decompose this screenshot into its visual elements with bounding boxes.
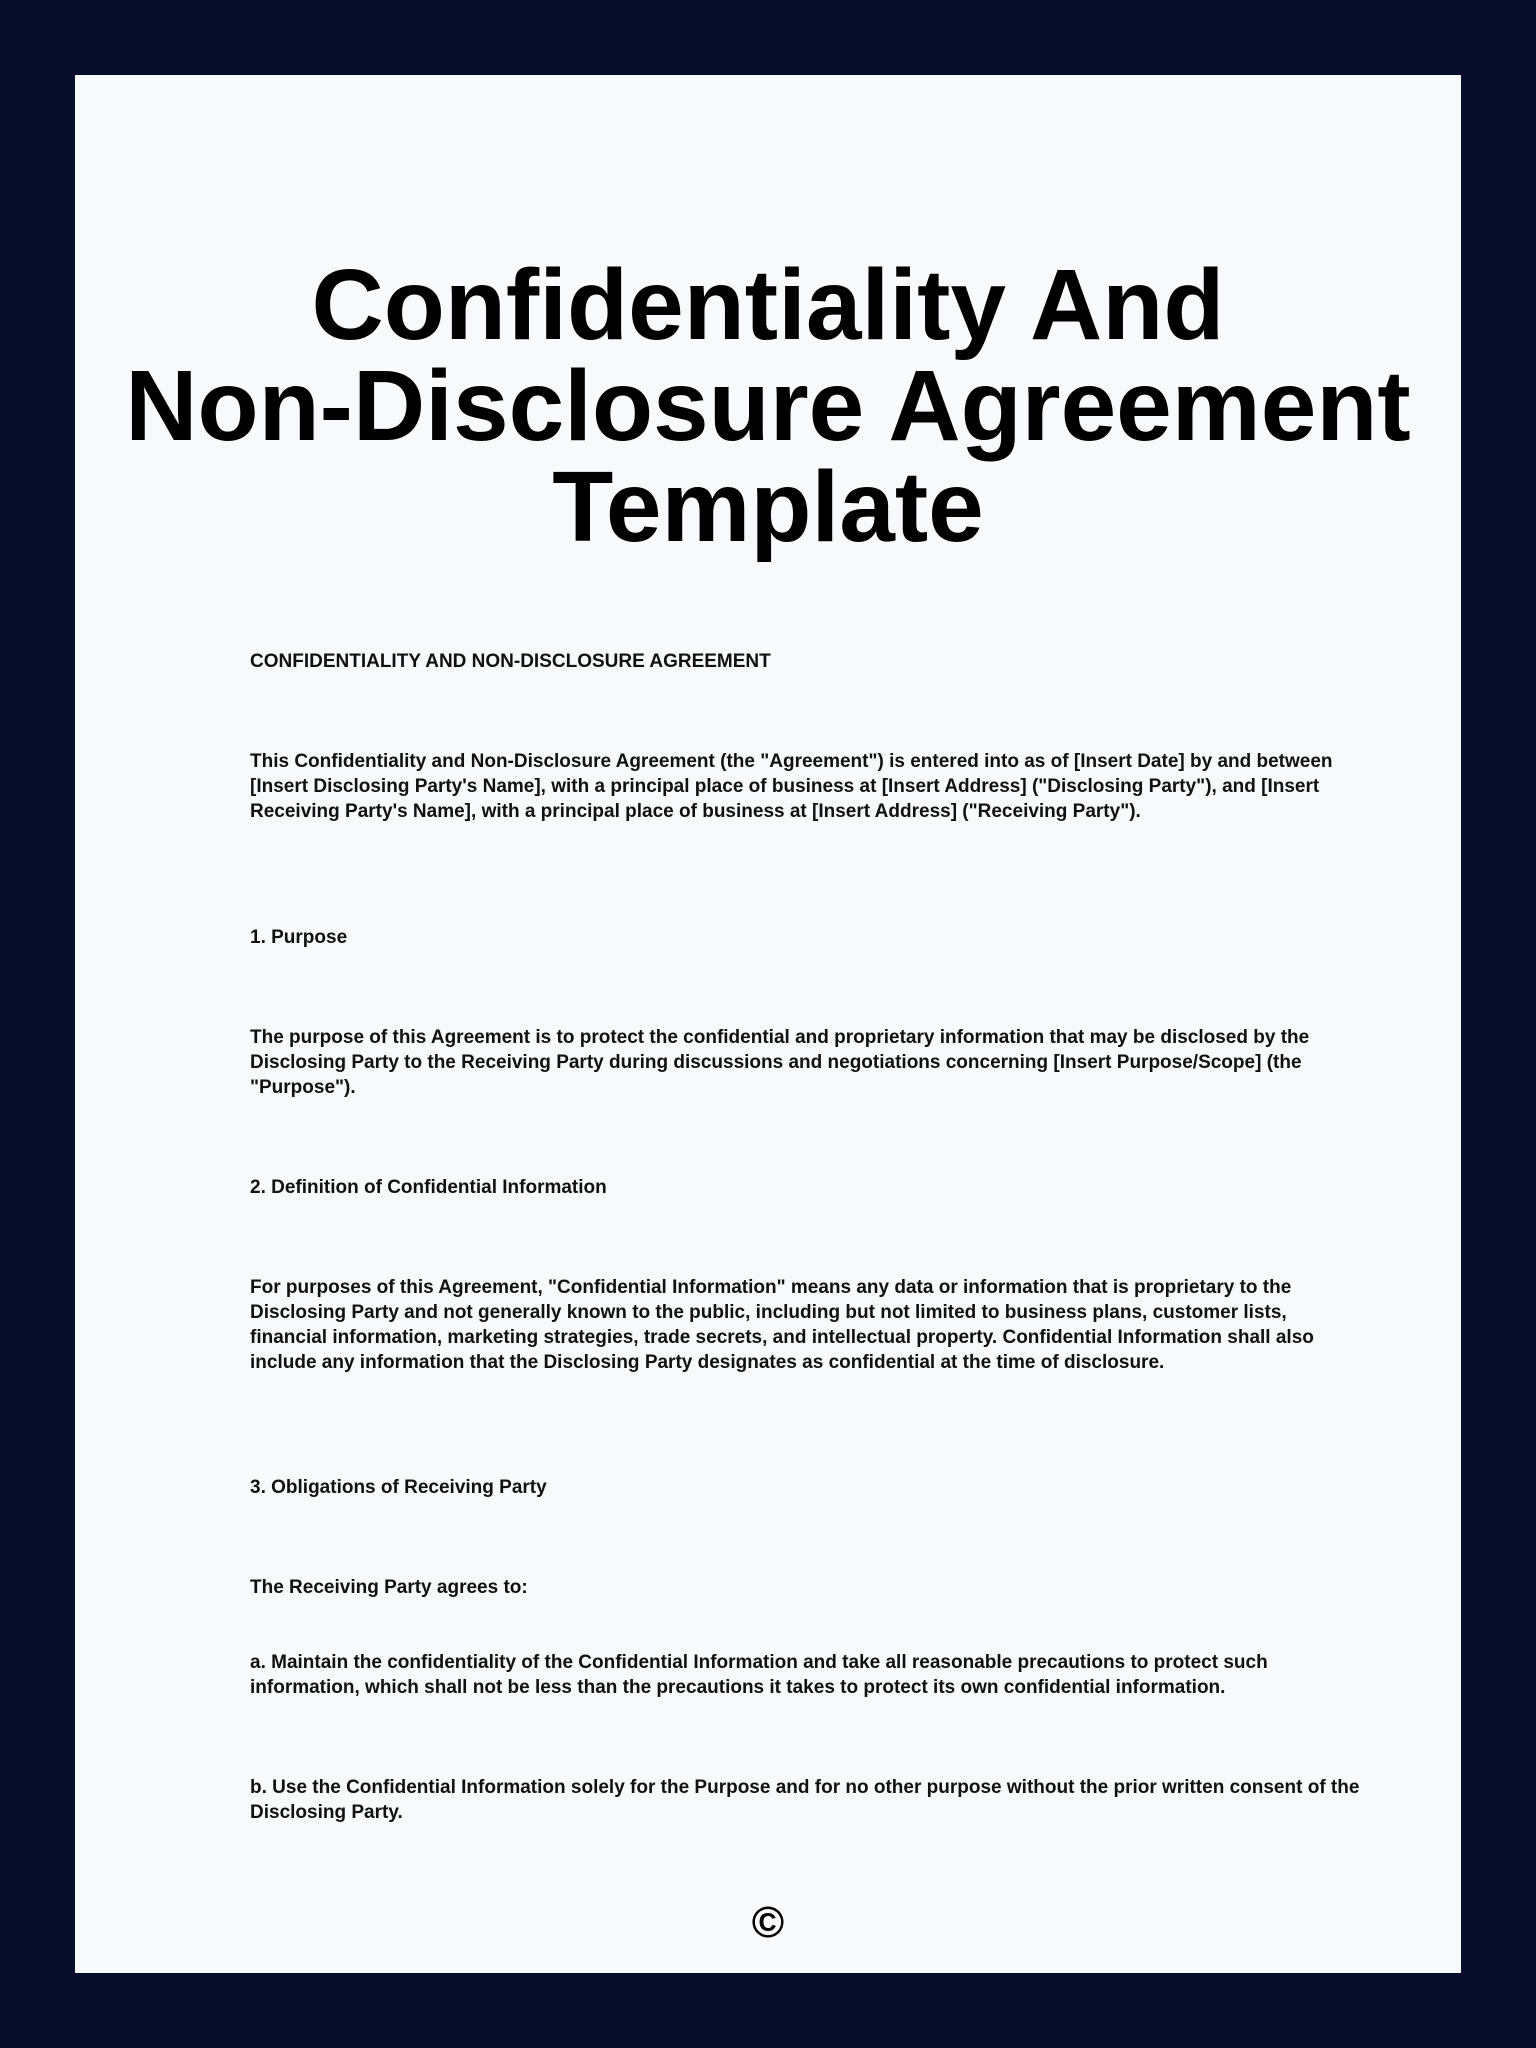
section-1-body: The purpose of this Agreement is to protect the confidential and proprietary information that may be disclosed by the Disclosing Party to the Receiving Party during discussions and negotiations concerning [Insert Purpose/Scope] (the "Purpose"). (250, 1027, 1310, 1098)
agreement-heading: CONFIDENTIALITY AND NON-DISCLOSURE AGREEMENT (250, 651, 771, 672)
document-page (75, 75, 1461, 1973)
section-3-item-b: b. Use the Confidential Information solely for the Purpose and for no other purpose without the prior written consent of the Disclosing Party. (250, 1777, 1360, 1823)
title-line-3: Template (552, 451, 984, 563)
title-line-2: Non-Disclosure Agreement (125, 350, 1411, 462)
document-title (75, 249, 1461, 563)
copyright-icon: © (751, 1898, 785, 1947)
section-3-title: 3. Obligations of Receiving Party (250, 1477, 547, 1498)
section-2-body: For purposes of this Agreement, "Confidential Information" means any data or information that is proprietary to the Disclosing Party and not generally known to the public, including but not limited to business plans, customer lists, financial information, marketing strategies, trade secrets, and intellectual property. Confidential Information shall also include any information that the Disclosing Party designates as confidential at the time of disclosure. (250, 1277, 1314, 1373)
section-2-title: 2. Definition of Confidential Information (250, 1177, 607, 1198)
section-3-intro: The Receiving Party agrees to: (250, 1577, 528, 1598)
section-3-item-a: a. Maintain the confidentiality of the Confidential Information and take all reasonable precautions to protect such information, which shall not be less than the precautions it takes to protect its own confidential information. (250, 1652, 1268, 1698)
title-line-1: Confidentiality And (311, 249, 1225, 361)
section-1-title: 1. Purpose (250, 927, 348, 948)
intro-paragraph: This Confidentiality and Non-Disclosure Agreement (the "Agreement") is entered into as of [Insert Date] by and between [Insert Disclosing Party's Name], with a principal place of business at [Insert Address] ("Disclosing Party"), and [Insert Receiving Party's Name], with a principal place of business at [Insert Address] ("Receiving Party"). (250, 751, 1333, 822)
